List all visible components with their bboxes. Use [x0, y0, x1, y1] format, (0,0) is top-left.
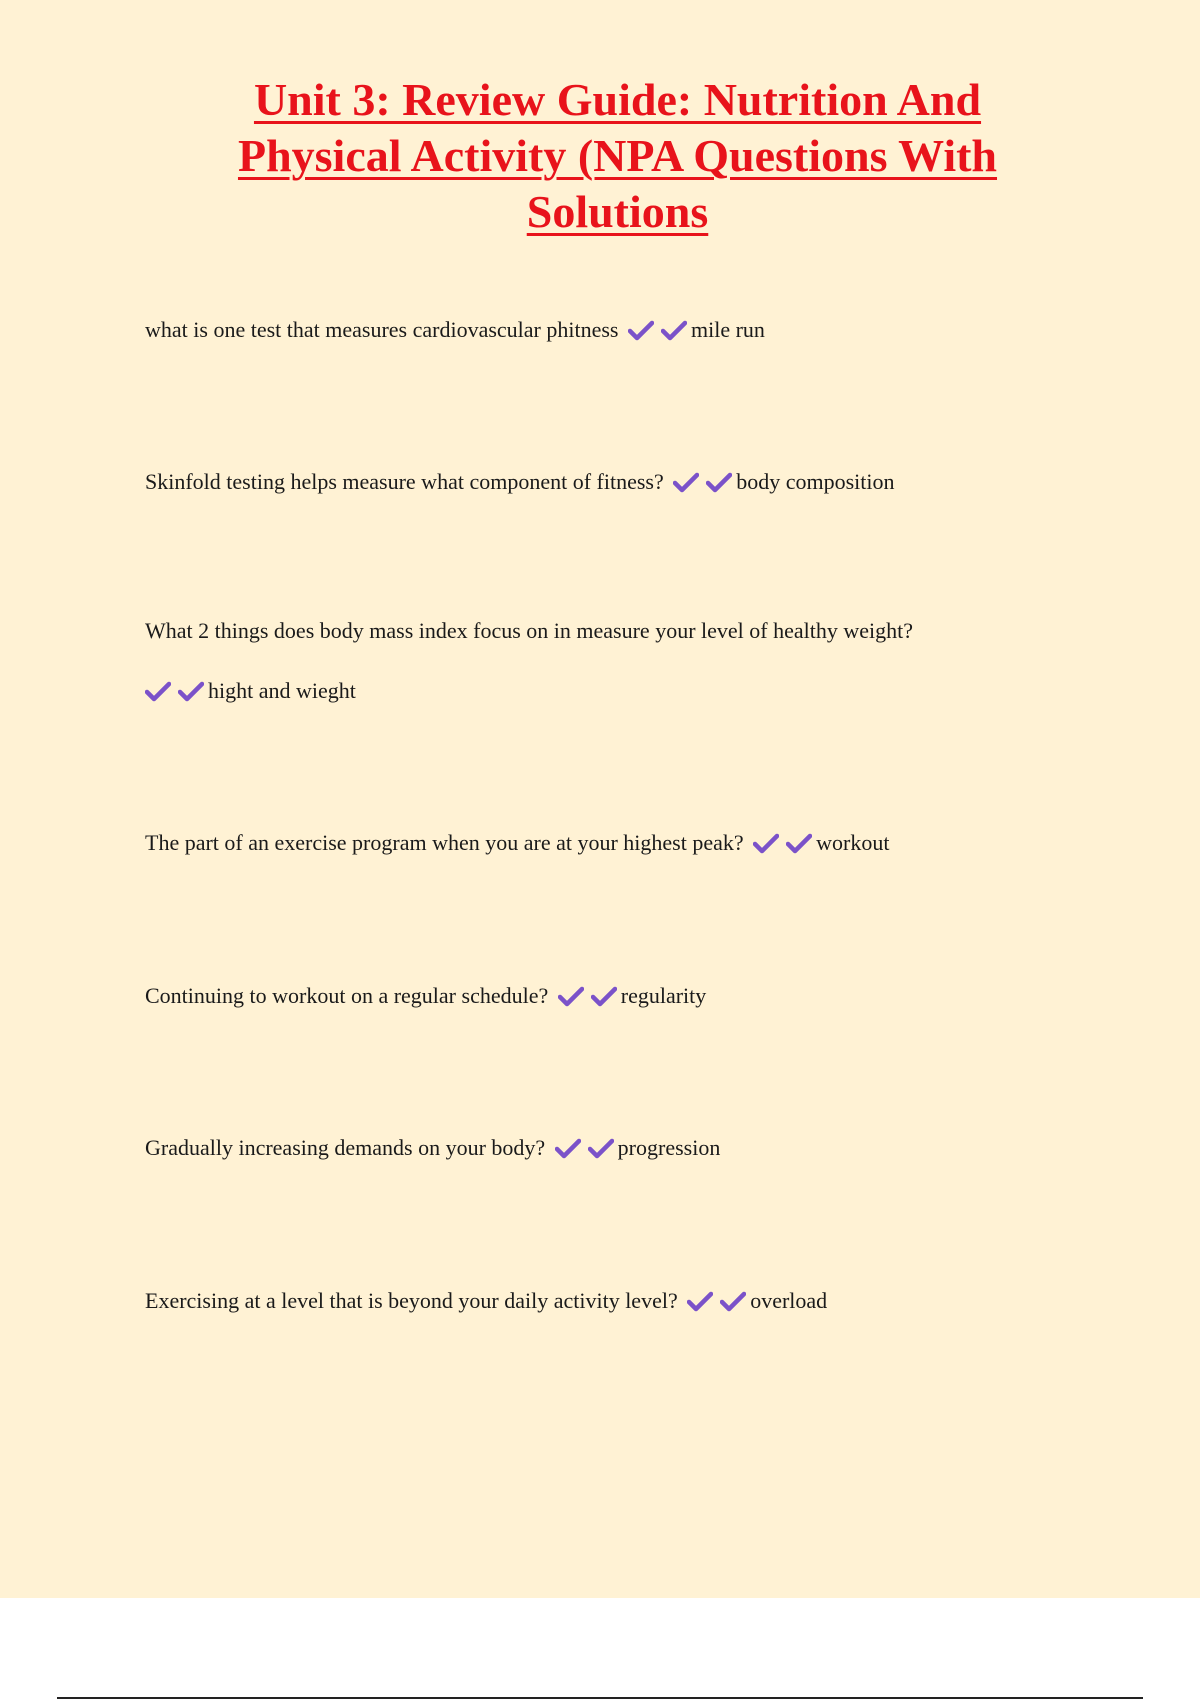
answer-text: regularity — [620, 983, 707, 1008]
qa-item — [145, 1118, 1045, 1178]
checkmark-icon — [706, 471, 732, 493]
qa-item — [145, 1271, 1045, 1331]
checkmark-icon — [628, 319, 654, 341]
answer-line — [145, 661, 1045, 721]
checkmark-icon — [558, 985, 584, 1007]
checkmark-icon — [591, 985, 617, 1007]
footer-divider — [57, 1697, 1143, 1699]
answer-text: hight and wieght — [208, 678, 356, 703]
question-text: The part of an exercise program when you are at your highest peak? — [145, 830, 744, 855]
answer-text: body composition — [736, 469, 895, 494]
question-text: Continuing to workout on a regular schedule? — [145, 983, 549, 1008]
checkmark-icon — [753, 832, 779, 854]
document-title: Unit 3: Review Guide: Nutrition And Physical Activity (NPA Questions With Solutions — [237, 74, 998, 237]
checkmark-icon — [145, 680, 171, 702]
checkmark-icon — [555, 1137, 581, 1159]
answer-text: overload — [750, 1288, 828, 1313]
question-text: what is one test that measures cardiovascular phitness — [145, 317, 619, 342]
answer-text: mile run — [690, 317, 765, 342]
qa-item — [145, 300, 1045, 360]
checkmark-icon — [720, 1290, 746, 1312]
checkmark-icon — [673, 471, 699, 493]
qa-item — [145, 601, 1045, 721]
answer-text: workout — [816, 830, 890, 855]
question-text: What 2 things does body mass index focus on in measure your level of healthy weight? — [145, 618, 913, 643]
checkmark-icon — [588, 1137, 614, 1159]
question-text: Exercising at a level that is beyond your daily activity level? — [145, 1288, 678, 1313]
checkmark-icon — [687, 1290, 713, 1312]
checkmark-icon — [178, 680, 204, 702]
answer-text: progression — [617, 1135, 721, 1160]
question-text: Gradually increasing demands on your body? — [145, 1135, 546, 1160]
checkmark-icon — [786, 832, 812, 854]
qa-item — [145, 966, 1045, 1026]
checkmark-icon — [661, 319, 687, 341]
qa-item — [145, 813, 1045, 873]
qa-item — [145, 452, 1045, 512]
question-text: Skinfold testing helps measure what component of fitness? — [145, 469, 664, 494]
